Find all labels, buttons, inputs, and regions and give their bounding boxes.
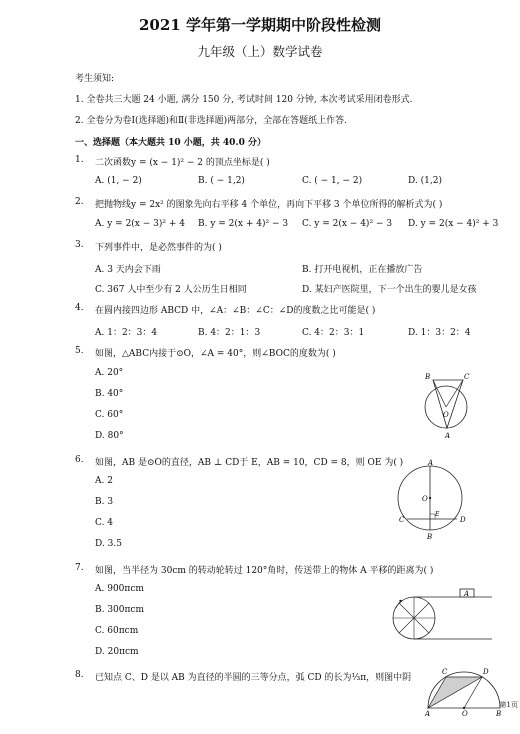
option-a: A. y = 2(x − 3)² + 4: [95, 219, 185, 229]
option-d: D. y = 2(x − 4)² + 3: [408, 219, 499, 229]
label-c: C: [399, 516, 405, 524]
question-text: 在圆内接四边形 ABCD 中，∠A：∠B：∠C：∠D的度数之比可能是( ): [95, 306, 376, 316]
triangle-in-circle-figure: [412, 367, 482, 442]
option-c: C. 4: [95, 518, 114, 528]
option-a: A. 20°: [95, 368, 124, 378]
notice-heading: 考生须知:: [75, 74, 115, 84]
question-number: 7.: [75, 563, 84, 573]
semicircle-figure: [425, 660, 503, 716]
page-number: 第1页: [499, 701, 518, 709]
label-a: A: [464, 590, 470, 598]
option-d: D. 3.5: [95, 539, 122, 549]
label-c: C: [442, 668, 448, 676]
conveyor-wheel-figure: [388, 586, 494, 646]
question-number: 1.: [75, 155, 84, 165]
label-c: C: [464, 373, 470, 381]
question-number: 8.: [75, 670, 84, 680]
question-number: 4.: [75, 303, 84, 313]
label-d: D: [483, 668, 489, 676]
question-text: 如图，△ABC内接于⊙O，∠A = 40°，则∠BOC的度数为( ): [95, 349, 336, 359]
option-b: B. 4：2：1：3: [198, 328, 261, 338]
question-number: 6.: [75, 455, 84, 465]
page-title: 2021 学年第一学期期中阶段性检测: [139, 16, 381, 34]
option-b: B. 3: [95, 497, 114, 507]
label-o: O: [422, 495, 428, 503]
option-a: A. 1：2：3：4: [95, 328, 158, 338]
option-a: A. 900πcm: [95, 584, 144, 594]
option-c: C. ( − 1, − 2): [302, 176, 363, 186]
question-text: 下列事件中，是必然事件的为( ): [95, 243, 222, 253]
label-b: B: [427, 533, 433, 541]
option-d: D. 20πcm: [95, 647, 139, 657]
label-a: A: [445, 432, 451, 440]
option-d: D. (1,2): [408, 176, 442, 186]
option-c: C. 60°: [95, 410, 124, 420]
section-heading: 一、选择题（本大题共 10 小题，共 40.0 分）: [75, 138, 266, 148]
option-a: A. 2: [95, 476, 113, 486]
option-c: C. y = 2(x − 4)² − 3: [302, 219, 393, 229]
option-b: B. y = 2(x + 4)² − 3: [198, 219, 289, 229]
notice-item: 2. 全卷分为卷Ⅰ(选择题)和Ⅱ(非选择题)两部分，全部在答题纸上作答.: [75, 116, 348, 126]
option-a: A. (1, − 2): [95, 176, 142, 186]
option-d: D. 80°: [95, 431, 124, 441]
option-b: B. 300πcm: [95, 605, 145, 615]
label-o: O: [443, 411, 449, 419]
label-e: E: [435, 511, 440, 518]
diameter-chord-figure: [396, 458, 476, 542]
label-o: O: [462, 710, 468, 716]
option-b: B. 打开电视机，正在播放广告: [302, 265, 423, 275]
option-d: D. 1：3：2：4: [408, 328, 471, 338]
notice-item: 1. 全卷共三大题 24 小题, 满分 150 分, 考试时间 120 分钟, 本次考试采用闭卷形式.: [75, 95, 413, 105]
label-a: A: [425, 710, 431, 716]
question-number: 5.: [75, 346, 84, 356]
option-d: D. 某妇产医院里，下一个出生的婴儿是女孩: [302, 285, 477, 295]
option-b: B. ( − 1,2): [198, 176, 245, 186]
option-c: C. 367 人中至少有 2 人公历生日相同: [95, 285, 247, 295]
question-text: 二次函数y = (x − 1)² − 2 的顶点坐标是( ): [95, 158, 270, 168]
option-a: A. 3 天内会下雨: [95, 265, 161, 275]
page-subtitle: 九年级（上）数学试卷: [197, 44, 323, 59]
label-a: A: [428, 459, 434, 467]
option-c: C. 4：2：3：1: [302, 328, 365, 338]
label-b: B: [496, 710, 502, 716]
label-d: D: [460, 516, 466, 524]
question-text: 把抛物线y = 2x² 的图象先向右平移 4 个单位，再向下平移 3 个单位所得的解析式为( ): [95, 200, 443, 210]
question-number: 2.: [75, 197, 84, 207]
label-b: B: [425, 373, 431, 381]
option-c: C. 60πcm: [95, 626, 139, 636]
question-text: 已知点 C、D 是以 AB 为直径的半圆的三等分点，弧 CD 的长为⅓π，则图中阴: [95, 673, 412, 683]
question-text: 如图，当半径为 30cm 的转动轮转过 120°角时，传送带上的物体 A 平移的距离为( ): [95, 566, 434, 576]
question-number: 3.: [75, 240, 84, 250]
question-text: 如图，AB 是⊙O的直径，AB ⊥ CD于 E，AB = 10，CD = 8，则 OE 为( ): [95, 458, 404, 468]
option-b: B. 40°: [95, 389, 124, 399]
